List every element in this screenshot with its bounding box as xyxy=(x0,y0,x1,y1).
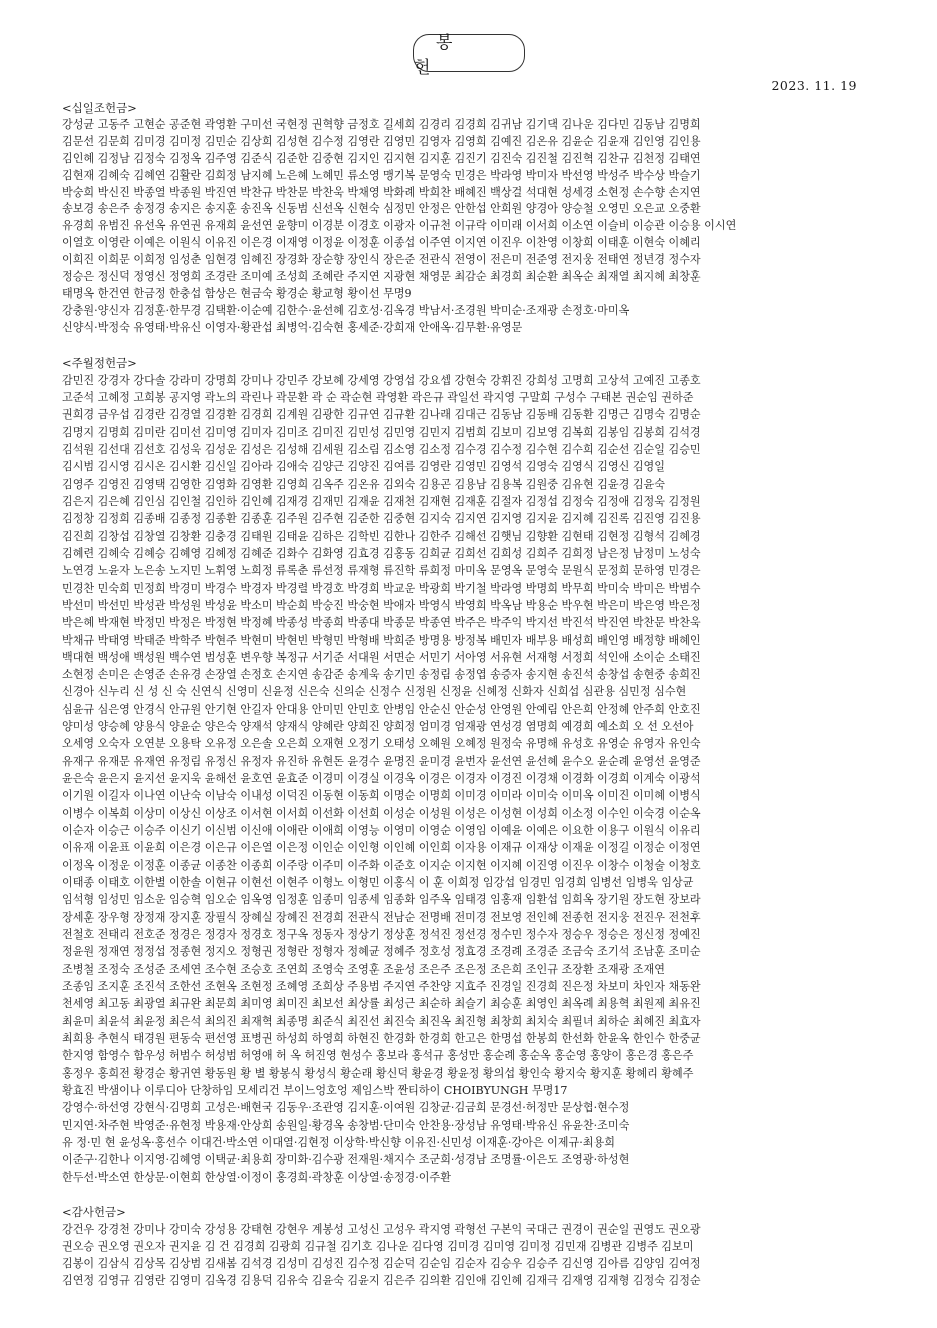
donor-names-line: 심윤규 심은영 안경식 안규원 안기현 안길자 안대용 안미민 안민호 안병임 안순신 안순성 안영원 안예림 안은희 안정혜 안주희 안호진 xyxy=(62,702,701,716)
donor-names-line: 유경희 유범진 유선옥 유연권 유재희 윤선연 윤향미 이경분 이경호 이광자 이규천 이규락 이미래 이서희 이소연 이슬비 이승관 이승용 이시연 xyxy=(62,219,737,233)
donor-names-line: 박채규 박태영 박태준 박학주 박현주 박현미 박현빈 박형민 박형배 박희준 방명용 방정복 배민자 배부용 배성희 배인영 배정향 배혜인 xyxy=(62,633,701,647)
donor-name-lines xyxy=(62,372,880,1186)
donor-names-line: 홍정우 홍희전 황경순 황귀연 황동원 황 별 황봉식 황성식 황순래 황신덕 황윤경 황윤정 황의섭 황인숙 황지숙 황지훈 황혜리 황혜주 xyxy=(62,1066,694,1080)
donor-names-line: 오세영 오숙자 오연분 오용탁 오유정 오은솔 오은희 오재현 오정기 오태성 오혜원 오혜정 원정숙 유명해 유성호 유영순 유영자 유인숙 xyxy=(62,737,701,751)
donor-names-line: 김진희 김창섭 김창열 김창환 김충경 김태원 김태윤 김하은 김학빈 김한나 김한주 김해선 김햇님 김향환 김현태 김현정 김형석 김혜경 xyxy=(62,529,701,543)
donor-names-line: 조병철 조정숙 조성준 조세연 조수현 조승호 조연희 조영숙 조영훈 조윤성 조은주 조은정 조은희 조인규 조장환 조재광 조재연 xyxy=(62,962,665,976)
donor-names-line: 이희진 이희문 이희정 임성춘 임현경 임혜진 장경화 장순향 장인식 장은준 전관식 전영이 전은미 전준영 전지웅 전태연 정년경 정수자 xyxy=(62,253,701,267)
section-weekly-offering xyxy=(62,355,880,1186)
report-date: 2023. 11. 19 xyxy=(771,78,857,93)
donor-names-line: 황효진 박샘이나 이루디아 단창하임 모세리건 부이느엉호엉 제임스박 짠티하이 CHOIBYUNGH 무명17 xyxy=(62,1084,568,1098)
donor-names-line: 김명지 김명희 김미란 김미선 김미영 김미자 김미조 김미진 김민성 김민영 김민지 김범희 김보미 김보영 김복희 김봉임 김봉희 김석경 xyxy=(62,425,701,439)
donor-names-line: 민지연·차주현 박영준·유현정 박용재·안상희 송원일·황경옥 송창범·단미숙 안찬용·장성남 유영태·박유신 유윤찬·조미숙 xyxy=(62,1118,630,1132)
donor-names-line: 이준구·김한나 이지영·김혜영 이택균·최용희 장미화·김수광 전재원·채지수 조군희·성경남 조명률·이은도 조영광·하성현 xyxy=(62,1153,630,1167)
section-heading: <주월정헌금> xyxy=(62,355,137,370)
donor-names-line: 박선미 박선민 박성관 박성원 박성윤 박소미 박순희 박숭진 박숭현 박애자 박영식 박영희 박옥남 박용순 박우현 박은미 박은영 박은정 xyxy=(62,598,701,612)
section-thanksgiving-offering xyxy=(62,1204,880,1289)
donor-names-line: 민경찬 민숙희 민정희 박경미 박경수 박경자 박경렬 박경호 박경희 박교운 박광희 박기철 박라영 박명희 박무희 박미숙 박미은 박범수 xyxy=(62,581,701,595)
donor-names-line: 김은지 김은혜 김인심 김인철 김인하 김인혜 김재경 김재민 김재윤 김재천 김재현 김재훈 김절자 김정섭 김정숙 김정애 김정욱 김정원 xyxy=(62,494,701,508)
donor-names-line: 유 정·민 현 윤성옥·홍선수 이대건·박소연 이대열·김현정 이상학·박신향 이유진·신민성 이재훈·강아은 이제규·최용희 xyxy=(62,1136,615,1150)
donor-names-line: 양미성 양승혜 양용식 양윤순 양은숙 양재석 양재식 양혜란 양희진 양희정 엄미경 엄재광 연성경 염명희 예경희 예소희 오 선 오선아 xyxy=(62,720,694,734)
donor-names-line: 임석형 임성민 임소운 임승혁 임오순 임옥영 임정훈 임종미 임종세 임종화 임주옥 임태경 임홍재 임환섭 임희옥 장기원 장도현 장보라 xyxy=(62,893,701,907)
donor-names-line: 김인혜 김정남 김정숙 김정옥 김주영 김준식 김준한 김중현 김지인 김지현 김지훈 김진기 김진숙 김진철 김진혁 김찬규 김천정 김태연 xyxy=(62,151,701,165)
donor-names-line: 권오승 권오영 권오자 권지윤 김 건 김경희 김광희 김규철 김기호 김나운 김다영 김미경 김미영 김미정 김민재 김병관 김병주 김보미 xyxy=(62,1240,694,1253)
donor-names-line: 최희용 추현식 태경원 편동숙 편선영 표병권 하성희 하영희 하현진 한경화 한경희 한고은 한명섭 한봉희 한선화 한윤옥 한인수 한중균 xyxy=(62,1032,701,1046)
donor-names-line: 정승은 정신덕 정영신 정영희 조경란 조미예 조성희 조혜란 주지연 지광현 채영문 최감순 최경희 최순환 최옥순 최재열 최지혜 최창훈 xyxy=(62,270,701,284)
donor-names-line: 이병수 이복희 이상미 이상신 이상조 이서현 이서희 이선화 이선희 이성순 이성원 이성은 이성현 이성희 이소정 이수인 이숙경 이순옥 xyxy=(62,806,701,820)
donor-names-line: 이태종 이태호 이한별 이한솔 이현규 이현선 이현주 이형노 이형민 이홍식 이 훈 이희정 임강섭 임경민 임경희 임병선 임병욱 임상균 xyxy=(62,876,694,890)
donor-names-line: 이순자 이승근 이승주 이신기 이신범 이신애 이애란 이애희 이영능 이영미 이영순 이영임 이예윤 이예은 이요한 이용구 이원식 이유리 xyxy=(62,824,701,838)
donor-name-lines xyxy=(62,117,880,337)
donor-names-line: 노연경 노윤자 노은송 노지민 노휘영 노희정 류록춘 류선정 류재형 류진학 류희정 마미옥 문영옥 문영숙 문원식 문정희 문하영 민경은 xyxy=(62,564,701,578)
offering-sections xyxy=(62,100,880,1289)
donor-names-line: 장세훈 장우형 장정재 장지훈 장필식 장혜실 장혜진 전경희 전관식 전남순 전명배 전미경 전보영 전인혜 전종헌 전지웅 전진우 전천후 xyxy=(62,910,701,924)
donor-names-line: 김현재 김혜숙 김혜연 김활란 김희정 남지혜 노은혜 노혜민 류소영 맹기복 문영숙 민경은 박라영 박미자 박선영 박성주 박수상 박슬기 xyxy=(62,168,701,182)
donor-names-line: 신경아 신누리 신 성 신 숙 신연식 신영미 신윤정 신은숙 신의순 신정수 신정원 신정윤 신혜정 신화자 신희섭 심관용 심민정 심수현 xyxy=(62,685,687,699)
donor-names-line: 한두선·박소연 한상문·이현희 한상열·이정이 홍경희·곽창훈 이상열·송정경·이주환 xyxy=(62,1170,451,1184)
donor-names-line: 정윤원 정재연 정정섭 정종현 정지오 정형권 정형란 정형자 정혜균 정혜주 정호성 정효경 조경례 조경준 조금숙 조기석 조남훈 조미순 xyxy=(62,945,701,959)
donor-names-line: 김문선 김문희 김미경 김미정 김민순 김상희 김성현 김수정 김영란 김영민 김영자 김영희 김예진 김온유 김윤순 김윤재 김인영 김인용 xyxy=(62,134,701,148)
donor-names-line: 강건우 강경천 강미나 강미숙 강성용 강태현 강현우 계봉성 고성신 고성우 곽지영 곽형선 구본익 국대근 권경이 권순일 권영도 권오광 xyxy=(62,1223,701,1236)
donor-names-line: 김연정 김영규 김영란 김영미 김옥경 김용덕 김유숙 김윤숙 김윤지 김은주 김의환 김인애 김인혜 김재극 김재영 김재형 김정숙 김정순 xyxy=(62,1274,701,1287)
donor-names-line: 김봉이 김삼식 김상목 김상범 김새봄 김석경 김성미 김성진 김수정 김순덕 김순임 김순자 김승우 김승주 김신영 김아름 김양임 김여정 xyxy=(62,1257,701,1270)
donor-names-line: 이정옥 이정운 이정훈 이종균 이종찬 이종희 이주랑 이주미 이주화 이준호 이지순 이지현 이지혜 이진영 이진우 이창수 이청술 이청호 xyxy=(62,858,701,872)
donor-names-line: 이유재 이윤표 이윤희 이은경 이은규 이은열 이은정 이인순 이인형 이인혜 이인희 이자용 이재규 이재상 이재윤 이정길 이정순 이정연 xyxy=(62,841,701,855)
donor-names-line: 백대현 백성애 백성원 백수연 범성훈 변우향 복정규 서기준 서대원 서면순 서민기 서아영 서유현 서재형 서정희 석인애 소이순 소태진 xyxy=(62,650,701,664)
donor-names-line: 소현정 손미은 손영준 손유경 손장열 손정호 손지연 송감준 송계욱 송기민 송정림 송정엽 송증자 송지현 송진석 송창섭 송현중 송희진 xyxy=(62,668,701,682)
donor-names-line: 고준석 고혜정 고희봉 공지영 곽노의 곽린나 곽문환 곽 순 곽순현 곽영환 곽은규 곽일선 곽지영 구말희 구성수 구태본 권순임 권하준 xyxy=(62,390,694,404)
donor-names-line: 강영수·하선영 강현식·김명희 고성은·배현국 김동우·조관영 김지훈·이여원 김창균·김금희 문경선·허정만 문상협·현수정 xyxy=(62,1101,630,1115)
donor-names-line: 김시범 김시영 김시온 김시환 김신일 김아라 김애숙 김양근 김양진 김여름 김영란 김영민 김영석 김영숙 김영식 김영신 김영일 xyxy=(62,460,665,474)
donor-names-line: 박은혜 박재현 박정민 박정은 박정현 박정혜 박종성 박종희 박종대 박종문 박종연 박주은 박주익 박지선 박진석 박진연 박찬문 박찬욱 xyxy=(62,616,701,630)
section-tithe xyxy=(62,100,880,337)
donor-names-line: 강성균 고동주 고현순 공준현 곽영환 구미선 국현정 권혁향 금정호 길세희 김경리 김경희 김귀남 김기댁 김나운 김다민 김동남 김명희 xyxy=(62,118,701,131)
donor-names-line: 김정창 김정희 김종배 김종정 김종환 김종훈 김주원 김주현 김준한 김중현 김지숙 김지연 김지영 김지윤 김지혜 김진록 김진영 김진용 xyxy=(62,512,701,526)
donor-names-line: 감민진 강경자 강다솔 강라미 강명희 강미나 강민주 강보혜 강세영 강영섭 강요셉 강현숙 강휘진 강희성 고명희 고상석 고예진 고종호 xyxy=(62,373,701,387)
donor-names-line: 강충원·양신자 김정훈·한무경 김택환·이순예 김한수·윤선혜 김호성·김옥경 박남서·조경원 박미순·조재광 손정호·마미옥 xyxy=(62,303,630,317)
donor-names-line: 신양식·박정숙 유영태·박유신 이영자·황관섭 최병억·김숙현 홍세준·강희재 안애옥·김무환·유영문 xyxy=(62,320,523,334)
page-title: 봉 헌 xyxy=(413,34,525,72)
section-heading: <감사헌금> xyxy=(62,1205,126,1219)
donor-names-line: 이열호 이영란 이예은 이원식 이유진 이은경 이재영 이정윤 이정훈 이종섭 이주연 이지연 이진우 이찬영 이창희 이태훈 이현숙 이혜리 xyxy=(62,236,701,250)
donor-names-line: 태명옥 한건연 한금정 한충섭 함상은 현금숙 황경순 황교형 황이선 무명9 xyxy=(62,286,412,300)
donor-names-line: 박숭희 박신진 박종열 박종원 박진연 박찬규 박찬문 박찬욱 박채영 박화례 박희찬 배혜진 백상걸 석대현 성세경 소현정 손수향 손지연 xyxy=(62,185,701,199)
donor-names-line: 한지영 함영수 함우성 허범수 허성범 허영애 허 옥 허진영 현성수 홍보라 홍석규 홍성만 홍순례 홍순옥 홍순영 홍양이 홍은경 홍은주 xyxy=(62,1049,694,1063)
donor-names-line: 천세영 최고동 최광열 최규완 최문희 최미영 최미진 최보선 최상률 최성근 최순하 최슬기 최승훈 최영인 최옥례 최용혁 최원제 최유진 xyxy=(62,997,701,1011)
donor-names-line: 최윤미 최윤석 최윤정 최은석 최의진 최재혁 최종명 최준식 최진선 최진숙 최진옥 최진형 최창희 최치숙 최필녀 최하순 최혜진 최효자 xyxy=(62,1014,701,1028)
donor-names-line: 이기원 이길자 이나연 이난숙 이남숙 이내성 이덕진 이동현 이동희 이명순 이명희 이미경 이미라 이미숙 이미옥 이미진 이미혜 이병식 xyxy=(62,789,701,803)
donor-names-line: 유재구 유재문 유재연 유정림 유정신 유정자 유진하 유현돈 윤경수 윤명진 윤미경 윤번자 윤선연 윤선혜 윤수오 윤순례 윤영선 윤영준 xyxy=(62,754,701,768)
donor-names-line: 송보경 송은주 송정경 송지은 송지훈 송진옥 신동범 신선옥 신현숙 심정민 안정은 안한섭 안희원 양경아 양승철 오영민 오은교 오중환 xyxy=(62,202,701,216)
donor-names-line: 김영주 김영진 김영택 김영한 김영화 김영환 김영희 김옥주 김온유 김외숙 김용곤 김용남 김용복 김원중 김유현 김윤경 김윤숙 xyxy=(62,477,665,491)
donor-names-line: 조종임 조지훈 조진석 조한선 조현옥 조현정 조혜영 조희상 주용범 주지연 주찬양 지효주 진경일 진경희 진은정 차보미 차인자 채동완 xyxy=(62,980,701,994)
donor-names-line: 김석원 김선대 김선호 김성욱 김성운 김성은 김성해 김세원 김소림 김소영 김소정 김수경 김수정 김수현 김수희 김순선 김순일 김승민 xyxy=(62,442,701,456)
section-heading: <십일조헌금> xyxy=(62,101,137,115)
donor-names-line: 전철호 전태리 전호준 정경은 정경자 정경호 정구옥 정동자 정상기 정상훈 정석진 정선경 정수민 정수자 정승우 정승은 정신정 정예진 xyxy=(62,928,701,942)
donor-names-line: 권희경 금우섭 김경란 김경열 김경환 김경희 김계원 김광한 김규연 김규환 김나래 김대근 김동남 김동배 김동환 김명근 김명숙 김명순 xyxy=(62,408,701,422)
donor-names-line: 김혜련 김혜숙 김혜승 김혜영 김혜정 김혜준 김화수 김화영 김효경 김홍동 김희균 김희선 김희성 김희주 김희정 남은정 남정미 노성숙 xyxy=(62,546,701,560)
donor-names-line: 윤은숙 윤은지 윤지선 윤지욱 윤해선 윤호연 윤효준 이경미 이경실 이경옥 이경은 이경자 이경진 이경채 이경화 이경희 이계숙 이광석 xyxy=(62,772,701,786)
donor-name-lines xyxy=(62,1221,880,1289)
